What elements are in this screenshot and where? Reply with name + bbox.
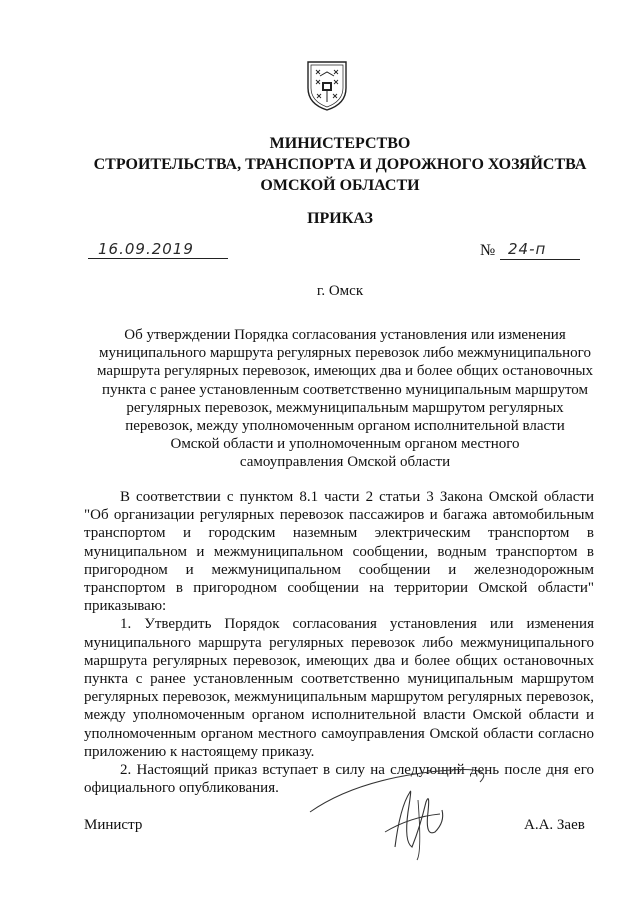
- date-underline: [88, 258, 228, 259]
- order-number: 24-п: [508, 240, 547, 258]
- order-date: 16.09.2019: [98, 240, 194, 258]
- ministry-line-3: ОМСКОЙ ОБЛАСТИ: [260, 177, 420, 194]
- city: г. Омск: [316, 283, 364, 299]
- document-type: ПРИКАЗ: [307, 210, 373, 227]
- subject-line: самоуправления Омской области: [239, 454, 451, 471]
- ministry-line-2: СТРОИТЕЛЬСТВА, ТРАНСПОРТА И ДОРОЖНОГО ХОЗЯЙСТВА: [93, 156, 587, 173]
- coat-of-arms-icon: [300, 58, 354, 112]
- number-sign: №: [480, 242, 496, 259]
- subject-line: регулярных перевозок, межмуниципальным маршрутом регулярных: [126, 399, 564, 416]
- item-1-paragraph: 1. Утвердить Порядок согласования установления или изменения муниципального маршрута регулярных перевозок либо межмуниципального маршрута регулярных перевозок, имеющих два и более общих остановочных пункта с ранее установленным соответственно муниципальным маршрутом регулярных перевозок, межмуниципальным маршрутом регулярных перевозок, между уполномоченным органом исполнительной власти Омской области и уполномоченным органом местного самоуправления Омской области согласно приложению к настоящему приказу.: [84, 616, 594, 760]
- subject-line: маршрута регулярных перевозок, имеющих два и более общих остановочных: [97, 363, 593, 380]
- subject-line: перевозок, между уполномоченным органом исполнительной власти: [125, 418, 565, 435]
- subject-line: муниципального маршрута регулярных перевозок либо межмуниципального: [99, 345, 591, 362]
- number-underline: [500, 259, 580, 260]
- order-subject: [90, 326, 600, 472]
- ministry-header: [60, 133, 620, 196]
- item-2-paragraph: 2. Настоящий приказ вступает в силу на следующий день после дня его официального опубликования.: [84, 762, 594, 797]
- signer-name: А.А. Заев: [524, 817, 585, 833]
- signer-position: Министр: [84, 817, 143, 833]
- handwritten-signature: [300, 752, 510, 862]
- subject-line: пункта с ранее установленным соответственно муниципальным маршрутом: [101, 381, 589, 398]
- subject-line: Омской области и уполномоченным органом местного: [170, 436, 520, 453]
- ministry-line-1: МИНИСТЕРСТВО: [269, 135, 411, 152]
- preamble-paragraph: В соответствии с пунктом 8.1 части 2 статьи 3 Закона Омской области "Об организации регулярных перевозок пассажиров и багажа автомобильным транспортом и городским наземным электрическим транспортом в муниципальном и межмуниципальном сообщении, водным транспортом в пригородном и межмуниципальном сообщении и железнодорожным транспортом в пригородном сообщении на территории Омской области" приказываю:: [84, 489, 594, 615]
- subject-line: Об утверждении Порядка согласования установления или изменения: [124, 327, 566, 343]
